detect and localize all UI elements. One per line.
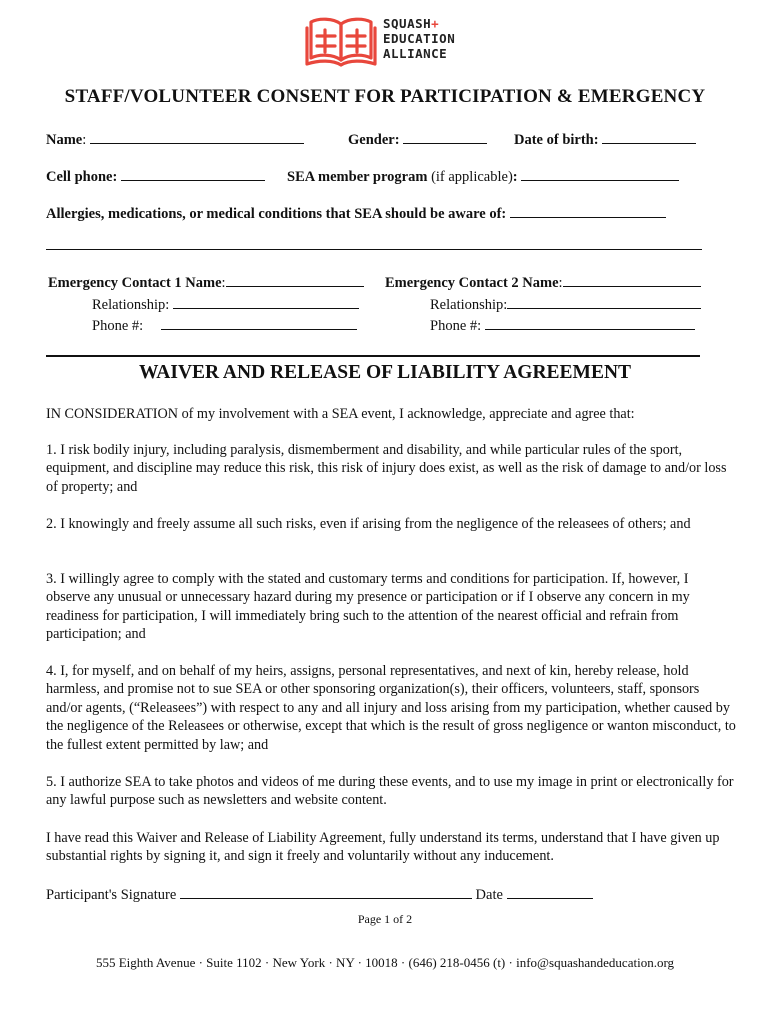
relationship-2-label: Relationship: xyxy=(430,297,508,313)
sea-program-line[interactable] xyxy=(521,166,679,181)
dob-field[interactable] xyxy=(514,129,696,149)
emergency-contact-1-label: Emergency Contact 1 Name xyxy=(48,275,222,291)
waiver-paragraph-3: 3. I willingly agree to comply with the stated and customary terms and conditions for participation. If, however, I observe any unusual or unnecessary hazard during my presence or participation or if I observe any concern in my readiness for participation, I will immediately bring such to the attention of the nearest official and refrain from participation; and xyxy=(46,571,690,643)
signature-line[interactable] xyxy=(180,884,472,899)
relationship-1-line[interactable] xyxy=(173,294,359,309)
allergies-line[interactable] xyxy=(510,203,666,218)
gender-line[interactable] xyxy=(403,129,487,144)
date-line[interactable] xyxy=(507,884,593,899)
relationship-1-field[interactable] xyxy=(92,294,359,314)
sea-program-field[interactable] xyxy=(287,166,679,186)
phone-1-label: Phone #: xyxy=(92,318,144,334)
dob-label: Date of birth: xyxy=(514,132,599,148)
allergies-label: Allergies, medications, or medical conditions that SEA should be aware of: xyxy=(46,206,507,222)
emergency-contact-1-field[interactable] xyxy=(48,272,364,292)
page-number: Page 1 of 2 xyxy=(357,912,413,926)
dob-line[interactable] xyxy=(602,129,696,144)
name-line[interactable] xyxy=(90,129,304,144)
sea-logo xyxy=(305,14,475,70)
waiver-paragraph-5: 5. I authorize SEA to take photos and videos of me during these events, and to use my image in print or electronically for any lawful purpose such as newsletters and website content. xyxy=(46,774,734,809)
name-colon: : xyxy=(82,132,87,148)
phone-2-field[interactable] xyxy=(430,315,695,335)
section-divider xyxy=(46,355,700,357)
name-field[interactable] xyxy=(46,129,304,149)
gender-label: Gender: xyxy=(348,132,400,148)
emergency-contact-1-line[interactable] xyxy=(226,272,364,287)
sea-program-label: SEA member program xyxy=(287,169,428,185)
allergies-field[interactable] xyxy=(46,203,666,223)
waiver-title: WAIVER AND RELEASE OF LIABILITY AGREEMENT xyxy=(138,362,632,383)
emergency-contact-2-line[interactable] xyxy=(563,272,701,287)
phone-2-label: Phone #: xyxy=(430,318,482,334)
phone-1-line[interactable] xyxy=(161,315,357,330)
waiver-intro: IN CONSIDERATION of my involvement with a SEA event, I acknowledge, appreciate and agree that: xyxy=(46,406,635,422)
footer-address: 555 Eighth Avenue · Suite 1102 · New York · NY · 10018 · (646) 218-0456 (t) · info@squashandeducation.org xyxy=(95,955,675,970)
sea-program-colon: : xyxy=(512,169,518,185)
signature-label: Participant's Signature xyxy=(46,887,177,903)
logo-wordmark: SQUASH+ EDUCATION ALLIANCE xyxy=(383,16,456,61)
open-book-icon xyxy=(305,14,377,68)
relationship-1-label: Relationship: xyxy=(92,297,170,313)
phone-1-field[interactable] xyxy=(92,315,357,335)
waiver-paragraph-4: 4. I, for myself, and on behalf of my heirs, assigns, personal representatives, and next of kin, hereby release, hold harmless, and promise not to sue SEA or other sponsoring organization(s), their officers, volunteers, staff, sponsors and/or agents, (“Releasees”) with respect to any and all injury and loss arising from my participation, whether caused by the negligence of the Releasees or otherwise, except that which is the result of gross negligence or wanton misconduct, to the fullest extent permitted by law; and xyxy=(46,663,736,753)
gender-field[interactable] xyxy=(348,129,487,149)
relationship-2-field[interactable] xyxy=(430,294,701,314)
signature-field[interactable] xyxy=(46,884,593,904)
relationship-2-line[interactable] xyxy=(507,294,701,309)
page-title: STAFF/VOLUNTEER CONSENT FOR PARTICIPATION & EMERGENCY xyxy=(64,86,706,107)
cell-phone-label: Cell phone: xyxy=(46,169,118,185)
emergency-contact-2-colon: : xyxy=(558,275,563,291)
emergency-contact-2-label: Emergency Contact 2 Name xyxy=(385,275,559,291)
sea-program-note: (if applicable) xyxy=(431,169,513,185)
name-label: Name xyxy=(46,132,83,148)
date-label: Date xyxy=(475,887,503,903)
emergency-contact-2-field[interactable] xyxy=(385,272,701,292)
allergies-line-2[interactable] xyxy=(46,249,702,250)
waiver-paragraph-2: 2. I knowingly and freely assume all such risks, even if arising from the negligence of the releasees of others; and xyxy=(46,516,691,532)
waiver-closing: I have read this Waiver and Release of Liability Agreement, fully understand its terms, understand that I have given up substantial rights by signing it, and sign it freely and voluntarily without any inducement. xyxy=(46,830,720,865)
emergency-contact-1-colon: : xyxy=(221,275,226,291)
phone-2-line[interactable] xyxy=(485,315,695,330)
cell-phone-line[interactable] xyxy=(121,166,265,181)
cell-phone-field[interactable] xyxy=(46,166,265,186)
waiver-paragraph-1: 1. I risk bodily injury, including paralysis, dismemberment and disability, and while particular rules of the sport, equipment, and discipline may reduce this risk, this risk of injury does exist, as well as the risk of damage to and/or loss of property; and xyxy=(46,442,727,495)
